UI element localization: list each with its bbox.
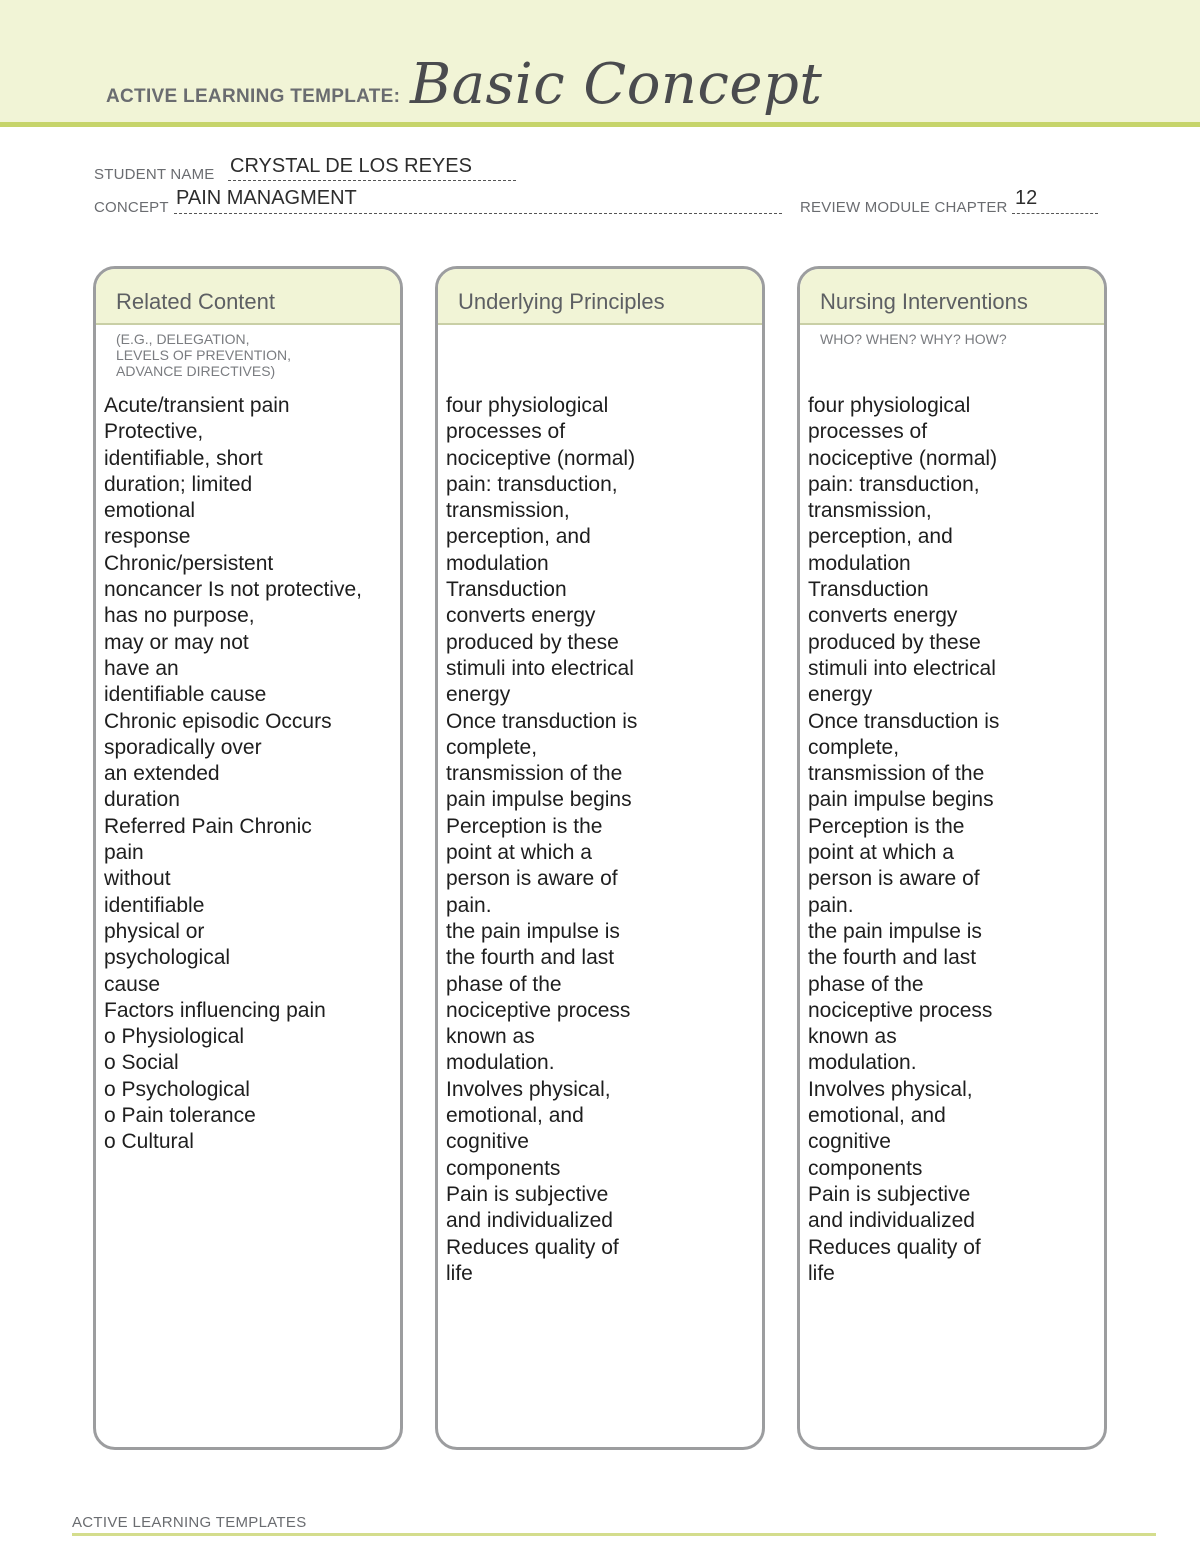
nursing-interventions-subtitle: WHO? WHEN? WHY? HOW? bbox=[820, 331, 1007, 347]
header-rule bbox=[0, 122, 1200, 127]
nursing-interventions-panel bbox=[797, 266, 1107, 1450]
nursing-interventions-text[interactable]: four physiological processes of nociceptive (normal) pain: transduction, transmission, perception, and modulation Transduction converts energy produced by these stimuli into electrical energy Once transduction is complete, transmission of the pain impulse begins Perception is the point at which a person is aware of pain. the pain impulse is the fourth and last phase of the nociceptive process known as modulation. Involves physical, emotional, and cognitive components Pain is subjective and individualized Reduces quality of life bbox=[808, 394, 1000, 1285]
underlying-principles-header bbox=[438, 269, 762, 325]
related-content-title: Related Content bbox=[116, 289, 275, 314]
related-content-text[interactable]: Acute/transient pain Protective, identifiable, short duration; limited emotional response Chronic/persistent noncancer Is not protective, has no purpose, may or may not have an identifiable cause Chronic episodic Occurs sporadically over an extended duration Referred Pain Chronic pain without identifiable physical or psychological cause Factors influencing pain o Physiological o Social o Psychological o Pain tolerance o Cultural bbox=[104, 394, 362, 1154]
footer-label: ACTIVE LEARNING TEMPLATES bbox=[72, 1514, 307, 1531]
underlying-principles-title: Underlying Principles bbox=[458, 289, 665, 314]
nursing-interventions-title: Nursing Interventions bbox=[820, 289, 1028, 314]
concept-field[interactable]: PAIN MANAGMENT bbox=[176, 187, 357, 209]
page-title: Basic Concept bbox=[410, 52, 823, 117]
chapter-label: REVIEW MODULE CHAPTER bbox=[800, 199, 1008, 216]
student-name-label: STUDENT NAME bbox=[94, 166, 215, 183]
related-content-subtitle: (E.G., DELEGATION, LEVELS OF PREVENTION, ADVANCE DIRECTIVES) bbox=[116, 331, 292, 379]
student-name-field[interactable]: CRYSTAL DE LOS REYES bbox=[230, 155, 472, 177]
nursing-interventions-header bbox=[800, 269, 1104, 325]
template-label: ACTIVE LEARNING TEMPLATE: bbox=[106, 86, 401, 107]
related-content-header bbox=[96, 269, 400, 325]
related-content-panel bbox=[93, 266, 403, 1450]
student-name-line bbox=[228, 180, 516, 181]
underlying-principles-panel bbox=[435, 266, 765, 1450]
underlying-principles-text[interactable]: four physiological processes of nociceptive (normal) pain: transduction, transmission, perception, and modulation Transduction converts energy produced by these stimuli into electrical energy Once transduction is complete, transmission of the pain impulse begins Perception is the point at which a person is aware of pain. the pain impulse is the fourth and last phase of the nociceptive process known as modulation. Involves physical, emotional, and cognitive components Pain is subjective and individualized Reduces quality of life bbox=[446, 394, 638, 1285]
footer-rule bbox=[72, 1533, 1156, 1536]
concept-line bbox=[174, 213, 782, 214]
chapter-line bbox=[1012, 213, 1098, 214]
concept-label: CONCEPT bbox=[94, 199, 169, 216]
chapter-field[interactable]: 12 bbox=[1015, 187, 1038, 209]
